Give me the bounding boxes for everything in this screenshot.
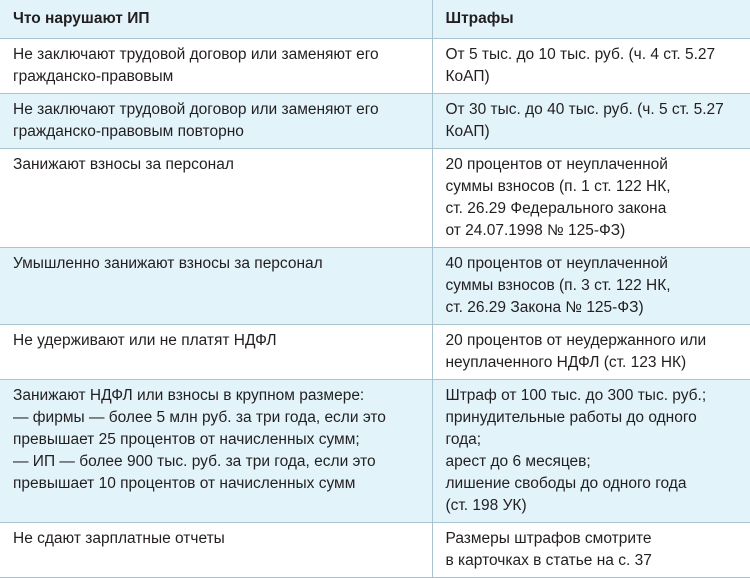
violation-cell: Не сдают зарплатные отчеты [0, 523, 432, 578]
penalty-cell: 40 процентов от неуплаченной суммы взносов (п. 3 ст. 122 НК, ст. 26.29 Закона № 125-ФЗ) [432, 248, 750, 325]
table-row [0, 94, 750, 149]
violation-cell: Умышленно занижают взносы за персонал [0, 248, 432, 325]
table-row [0, 39, 750, 94]
violation-cell: Не удерживают или не платят НДФЛ [0, 325, 432, 380]
violation-cell: Занижают взносы за персонал [0, 149, 432, 248]
penalty-cell: 20 процентов от неудержанного или неуплаченного НДФЛ (ст. 123 НК) [432, 325, 750, 380]
table-row [0, 149, 750, 248]
table-row [0, 325, 750, 380]
violation-cell: Занижают НДФЛ или взносы в крупном размере: — фирмы — более 5 млн руб. за три года, если это превышает 25 процентов от начисленных сумм; — ИП — более 900 тыс. руб. за три года, если это превышает 10 процентов от начисленных сумм [0, 380, 432, 523]
header-violation: Что нарушают ИП [0, 0, 432, 39]
penalty-cell: 20 процентов от неуплаченной суммы взносов (п. 1 ст. 122 НК, ст. 26.29 Федерального закона от 24.07.1998 № 125-ФЗ) [432, 149, 750, 248]
table-row [0, 380, 750, 523]
penalty-cell: От 30 тыс. до 40 тыс. руб. (ч. 5 ст. 5.27 КоАП) [432, 94, 750, 149]
header-penalty: Штрафы [432, 0, 750, 39]
penalty-cell: Штраф от 100 тыс. до 300 тыс. руб.; принудительные работы до одного года; арест до 6 месяцев; лишение свободы до одного года (ст. 198 УК) [432, 380, 750, 523]
violation-cell: Не заключают трудовой договор или заменяют его гражданско-правовым [0, 39, 432, 94]
violation-cell: Не заключают трудовой договор или заменяют его гражданско-правовым повторно [0, 94, 432, 149]
table-row [0, 248, 750, 325]
penalty-cell: От 5 тыс. до 10 тыс. руб. (ч. 4 ст. 5.27 КоАП) [432, 39, 750, 94]
penalty-cell: Размеры штрафов смотрите в карточках в статье на с. 37 [432, 523, 750, 578]
table-header-row [0, 0, 750, 39]
table-row [0, 523, 750, 578]
